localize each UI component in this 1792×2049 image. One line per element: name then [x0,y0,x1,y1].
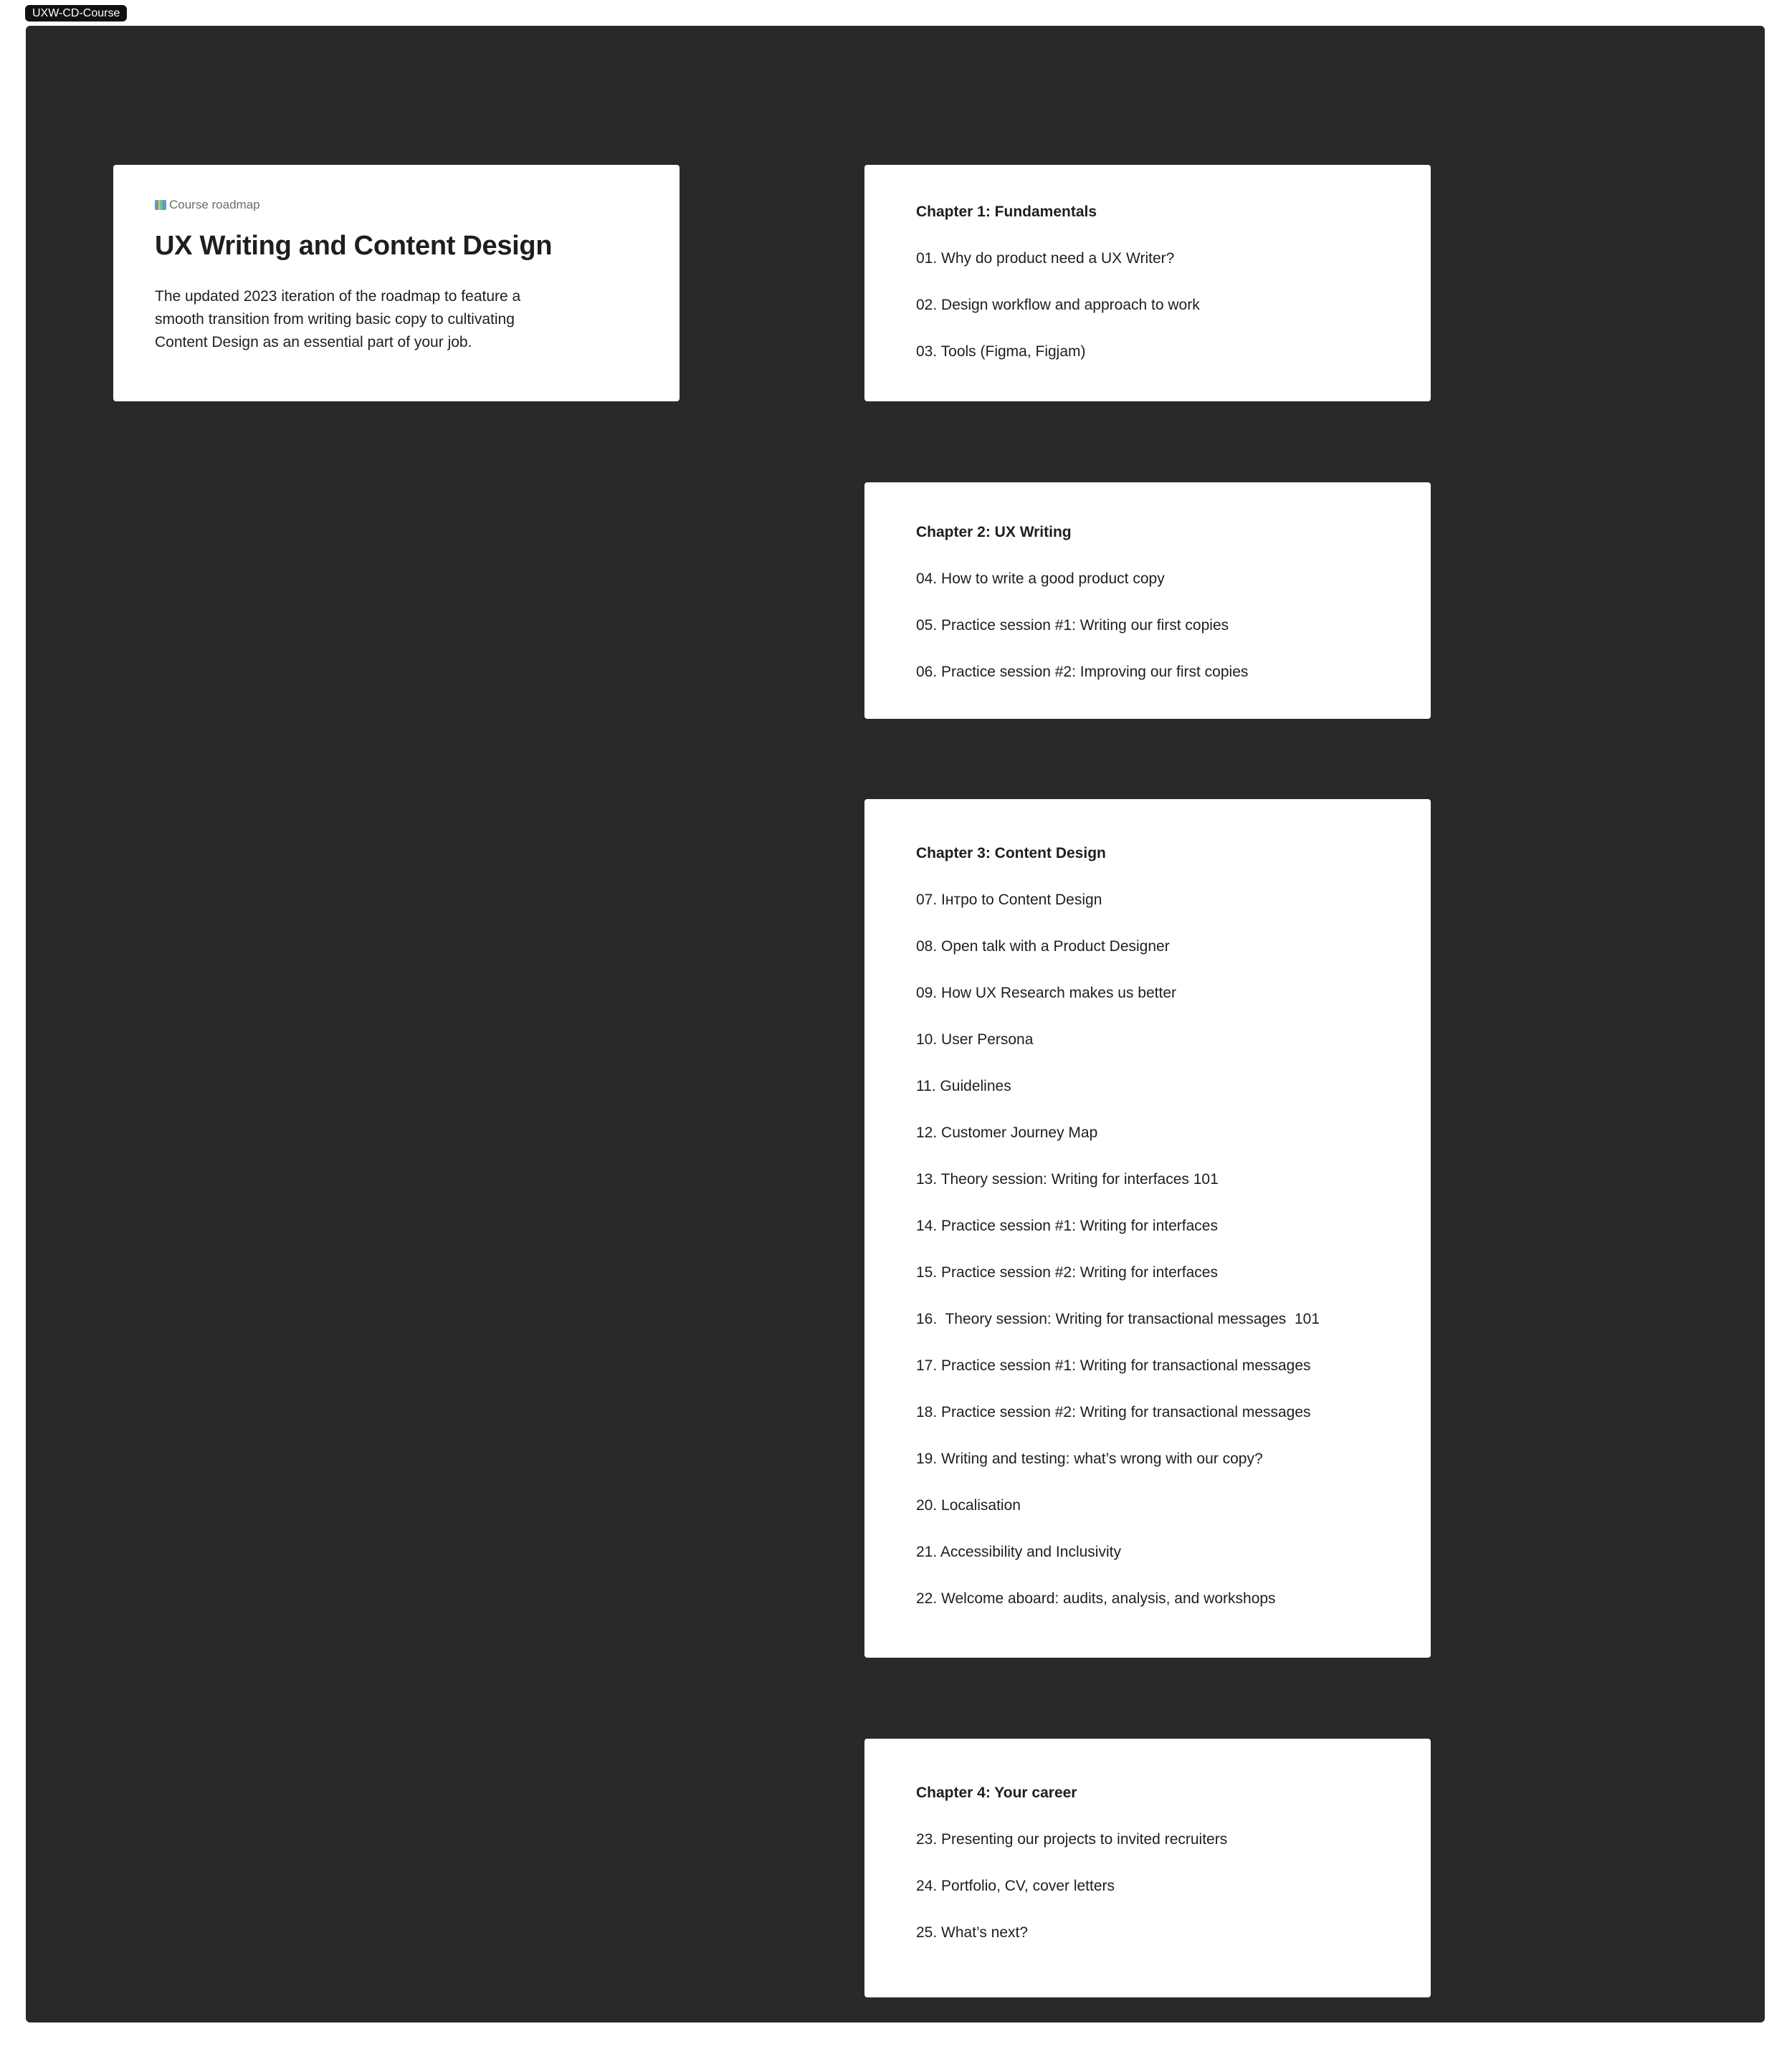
lesson-item: 10. User Persona [916,1031,1034,1048]
chapter-card-4[interactable] [864,1739,1431,1997]
course-roadmap-tag [155,198,638,212]
chapter-card-2[interactable] [864,482,1431,719]
lesson-item: 20. Localisation [916,1497,1021,1514]
chapter-title: Chapter 3: Content Design [916,845,1106,861]
lesson-item: 25. What’s next? [916,1924,1029,1941]
lesson-item: 11. Guidelines [916,1078,1011,1094]
lesson-item: 23. Presenting our projects to invited recruiters [916,1831,1228,1848]
chapter-card-1[interactable] [864,165,1431,401]
lesson-item: 12. Customer Journey Map [916,1124,1098,1141]
tag-label: Course roadmap [169,198,260,211]
lesson-item: 08. Open talk with a Product Designer [916,938,1170,955]
lesson-item: 18. Practice session #2: Writing for transactional messages [916,1404,1311,1420]
lesson-item: 24. Portfolio, CV, cover letters [916,1878,1115,1894]
lesson-item: 15. Practice session #2: Writing for interfaces [916,1264,1218,1281]
frame-label[interactable]: UXW-CD-Course [25,5,127,22]
lesson-item: 19. Writing and testing: what’s wrong with our copy? [916,1451,1263,1467]
lesson-item: 22. Welcome aboard: audits, analysis, and workshops [916,1590,1276,1607]
chapter-title: Chapter 1: Fundamentals [916,204,1097,220]
lesson-item: 21. Accessibility and Inclusivity [916,1544,1121,1560]
lesson-item: 04. How to write a good product copy [916,570,1165,587]
chapter-card-3[interactable] [864,799,1431,1658]
map-icon [155,200,166,210]
lesson-item: 03. Tools (Figma, Figjam) [916,343,1086,360]
lesson-item: 06. Practice session #2: Improving our first copies [916,664,1249,680]
page-title: UX Writing and Content Design [155,231,553,261]
chapter-title: Chapter 2: UX Writing [916,524,1072,540]
lesson-item: 05. Practice session #1: Writing our first copies [916,617,1229,634]
lesson-item: 14. Practice session #1: Writing for interfaces [916,1218,1218,1234]
lesson-item: 17. Practice session #1: Writing for transactional messages [916,1357,1311,1374]
lesson-item: 16. Theory session: Writing for transactional messages 101 [916,1311,1320,1327]
lesson-item: 01. Why do product need a UX Writer? [916,250,1175,267]
lesson-item: 09. How UX Research makes us better [916,985,1176,1001]
lesson-item: 13. Theory session: Writing for interfaces 101 [916,1171,1219,1188]
lesson-item: 02. Design workflow and approach to work [916,297,1200,313]
board-canvas [26,26,1765,2022]
intro-description: The updated 2023 iteration of the roadmap to feature a smooth transition from writing basic copy to cultivating Content Design as an essential part of your job. [155,288,521,350]
lesson-item: 07. Інтро to Content Design [916,892,1102,908]
chapter-title: Chapter 4: Your career [916,1785,1077,1801]
intro-card[interactable] [113,165,680,401]
